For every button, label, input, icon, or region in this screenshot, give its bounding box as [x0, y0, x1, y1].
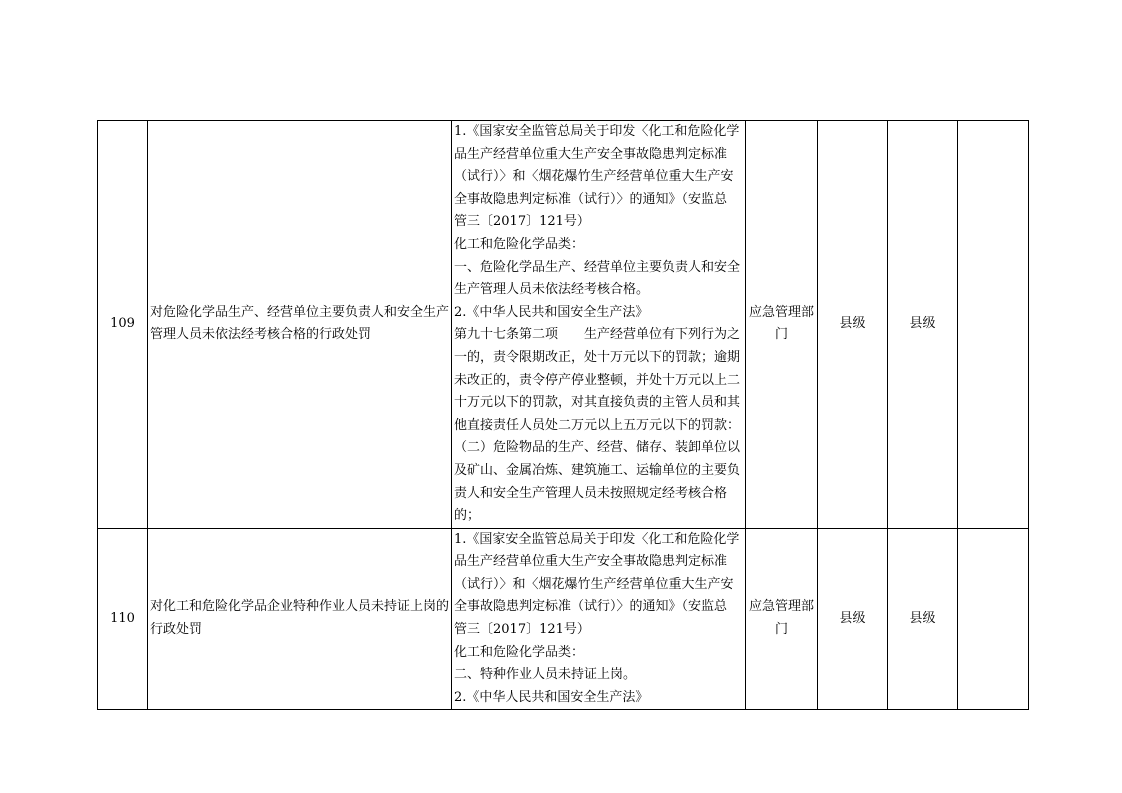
basis-line: 品生产经营单位重大生产安全事故隐患判定标准	[454, 554, 728, 570]
level-b: 县级	[888, 528, 958, 710]
level-b: 县级	[888, 121, 958, 529]
item-number: 109	[98, 121, 148, 529]
item-number: 110	[98, 528, 148, 710]
basis-line: 及矿山、金属冶炼、建筑施工、运输单位的主要负	[454, 462, 741, 478]
basis-line: 一的，责令限期改正，处十万元以下的罚款；逾期	[454, 349, 741, 365]
basis-line: （二）危险物品的生产、经营、储存、装卸单位以	[454, 440, 741, 456]
basis-line: 全事故隐患判定标准（试行）〉的通知》（安监总	[454, 599, 728, 615]
item-name: 对化工和危险化学品企业特种作业人员未持证上岗的行政处罚	[148, 528, 452, 710]
table-row	[98, 121, 1029, 529]
department: 应急管理部门	[746, 121, 818, 529]
level-a: 县级	[818, 121, 888, 529]
basis-line: 1.《国家安全监管总局关于印发〈化工和危险化学	[454, 124, 740, 139]
item-name: 对危险化学品生产、经营单位主要负责人和安全生产管理人员未依法经考核合格的行政处罚	[148, 121, 452, 529]
penalty-table	[97, 120, 1029, 710]
basis-line: （试行）〉和〈烟花爆竹生产经营单位重大生产安	[454, 169, 734, 185]
basis-line: （试行）〉和〈烟花爆竹生产经营单位重大生产安	[454, 576, 734, 592]
basis-line: 2.《中华人民共和国安全生产法》	[454, 689, 649, 705]
basis-line: 的；	[454, 508, 481, 524]
basis-line: 第九十七条第二项 生产经营单位有下列行为之	[454, 327, 741, 343]
basis-line: 责人和安全生产管理人员未按照规定经考核合格	[454, 485, 728, 501]
basis-line: 生产管理人员未依法经考核合格。	[454, 282, 650, 298]
legal-basis	[452, 528, 746, 710]
basis-line: 管三〔2017〕121号）	[454, 622, 590, 638]
basis-line: 化工和危险化学品类：	[454, 236, 585, 252]
basis-line: 一、危险化学品生产、经营单位主要负责人和安全	[454, 259, 741, 275]
basis-line: 管三〔2017〕121号）	[454, 214, 590, 230]
basis-line: 品生产经营单位重大生产安全事故隐患判定标准	[454, 146, 728, 162]
basis-line: 二、特种作业人员未持证上岗。	[454, 667, 637, 683]
basis-line: 十万元以下的罚款，对其直接负责的主管人员和其	[454, 395, 741, 411]
basis-line: 化工和危险化学品类：	[454, 644, 585, 660]
department: 应急管理部门	[746, 528, 818, 710]
level-a: 县级	[818, 528, 888, 710]
note	[958, 528, 1029, 710]
basis-line: 2.《中华人民共和国安全生产法》	[454, 304, 649, 320]
basis-line: 1.《国家安全监管总局关于印发〈化工和危险化学	[454, 531, 740, 547]
legal-basis	[452, 121, 746, 529]
table-row	[98, 528, 1029, 710]
basis-line: 未改正的，责令停产停业整顿，并处十万元以上二	[454, 372, 741, 388]
note	[958, 121, 1029, 529]
basis-line: 全事故隐患判定标准（试行）〉的通知》（安监总	[454, 191, 728, 207]
basis-line: 他直接责任人员处二万元以上五万元以下的罚款：	[454, 417, 741, 433]
